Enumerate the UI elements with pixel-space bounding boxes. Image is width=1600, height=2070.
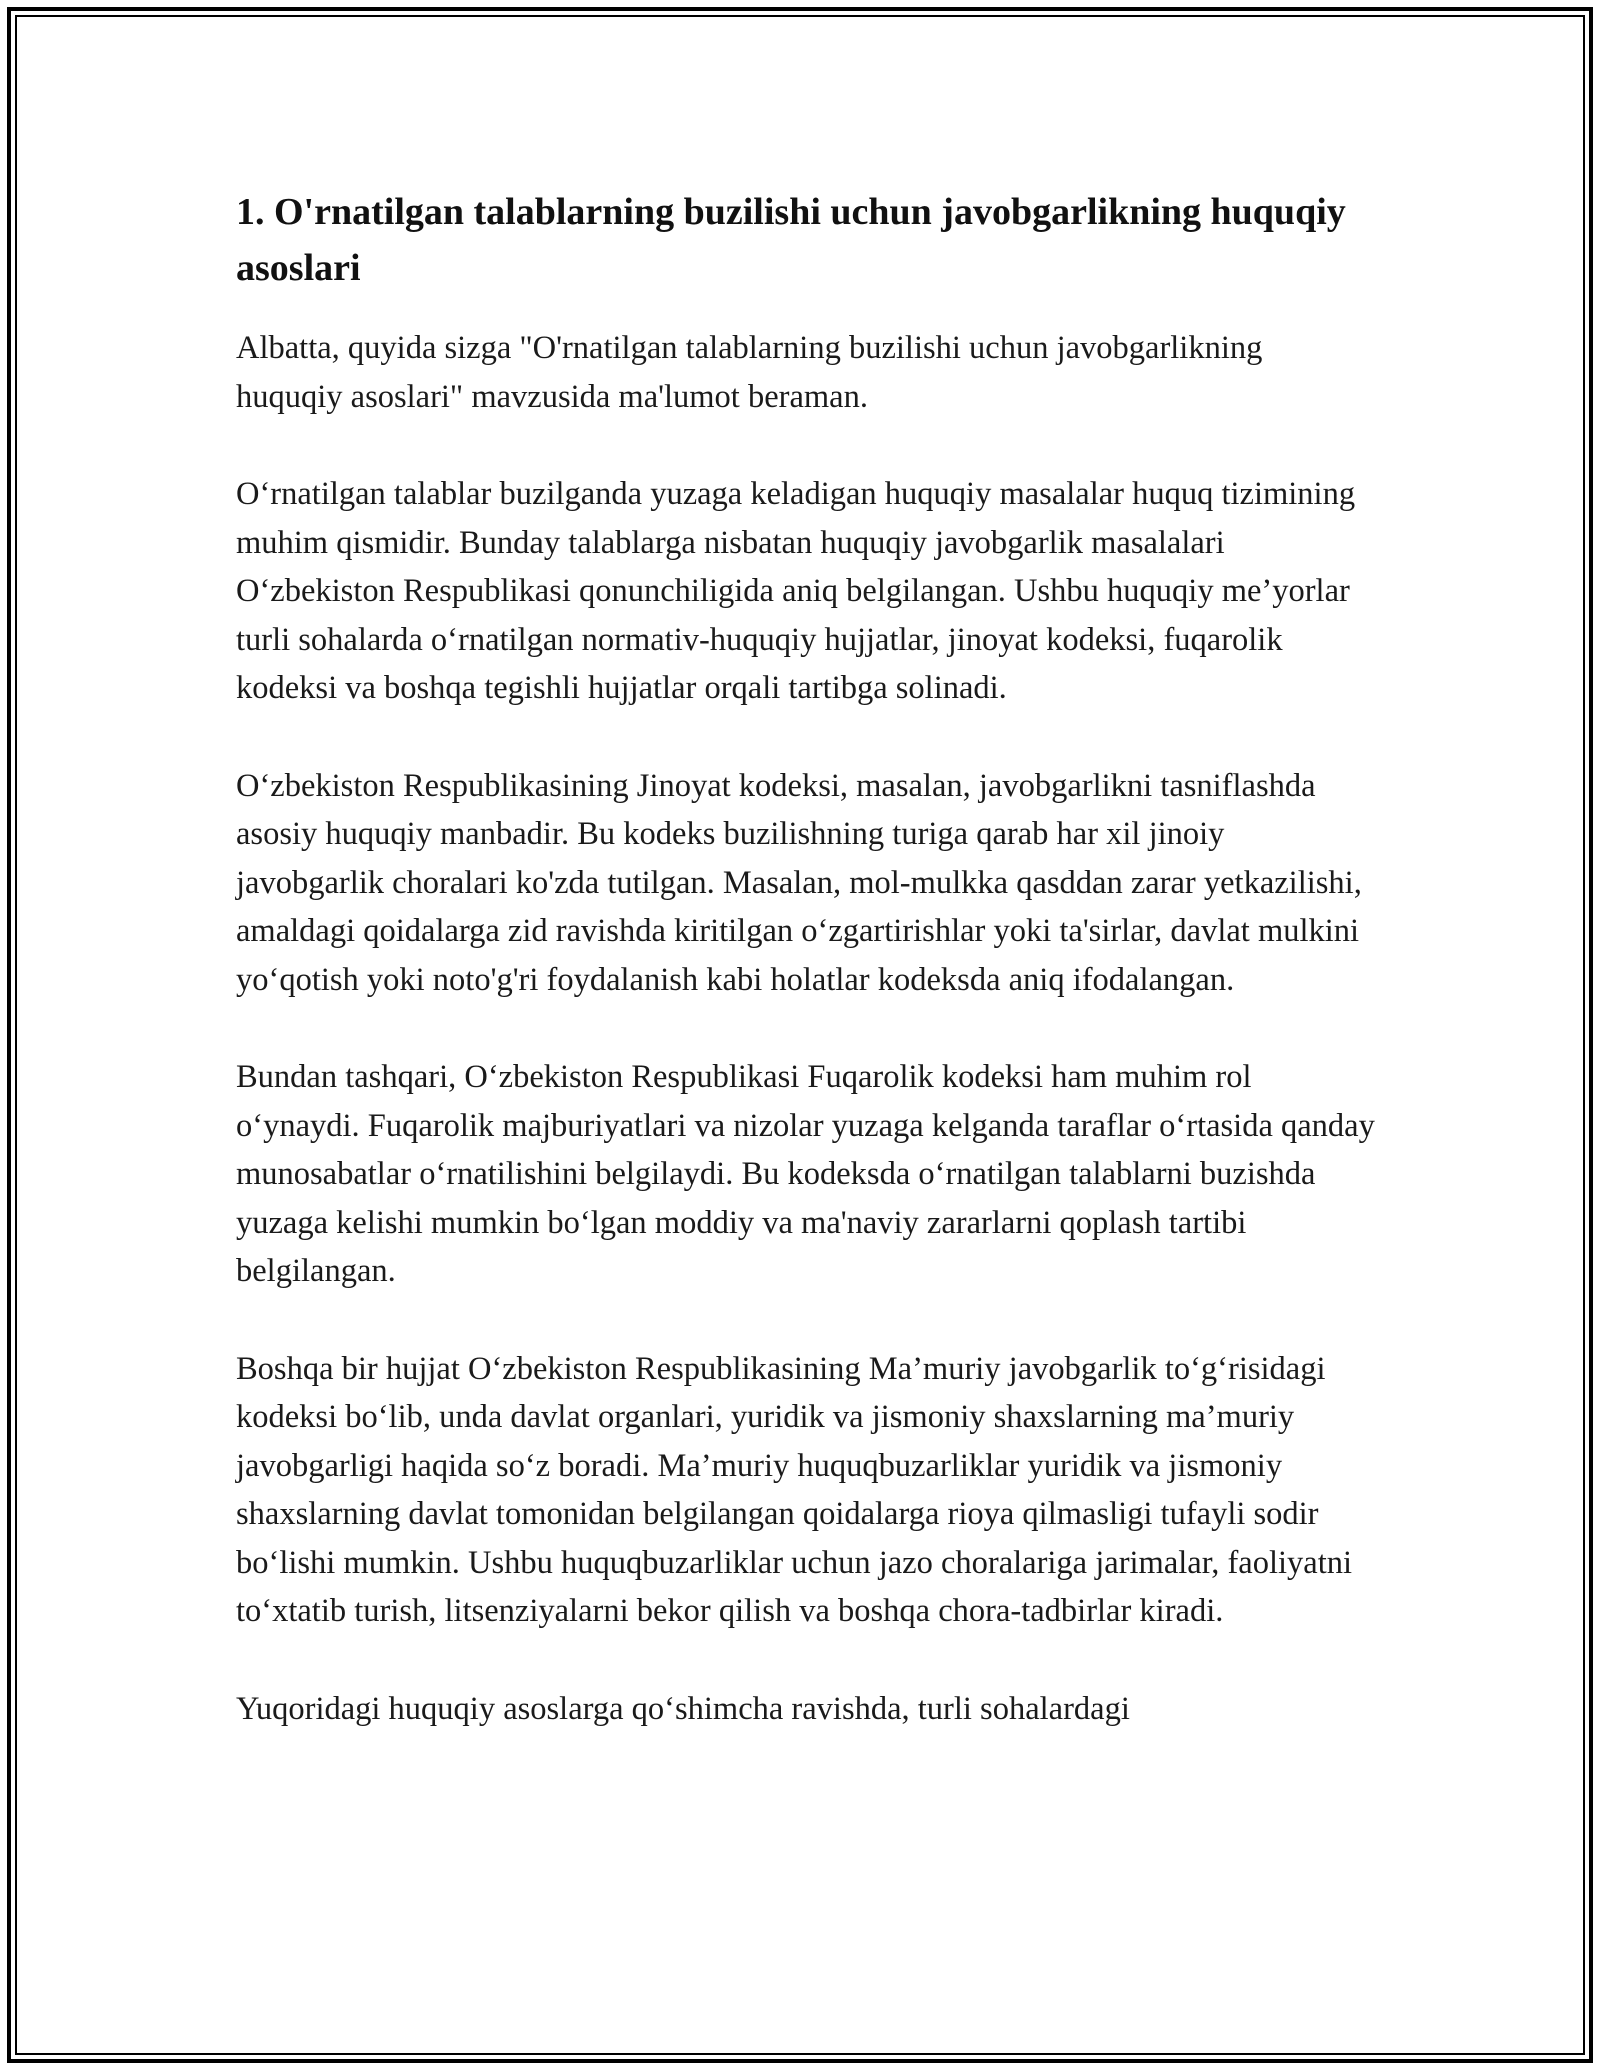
paragraph-civil-code: Bundan tashqari, O‘zbekiston Respublikasi Fuqarolik kodeksi ham muhim rol o‘ynaydi. Fuqarolik majburiyatlari va nizolar yuzaga kelganda taraflar o‘rtasida qanday munosabatlar o‘rnatilishini belgilaydi. Bu kodeksda o‘rnatilgan talablarni buzishda yuzaga kelishi mumkin bo‘lgan moddiy va ma'naviy zararlarni qoplash tartibi belgilangan.	[236, 1059, 1375, 1289]
paragraph-intro: Albatta, quyida sizga "O'rnatilgan talablarning buzilishi uchun javobgarlikning huquqiy asoslari" mavzusida ma'lumot beraman.	[236, 330, 1263, 415]
paragraph-criminal-code: O‘zbekiston Respublikasining Jinoyat kodeksi, masalan, javobgarlikni tasniflashda asosiy huquqiy manbadir. Bu kodeks buzilishning turiga qarab har xil jinoiy javobgarlik choralari ko'zda tutilgan. Masalan, mol-mulkka qasddan zarar yetkazilishi, amaldagi qoidalarga zid ravishda kiritilgan o‘zgartirishlar yoki ta'sirlar, davlat mulkini yo‘qotish yoki noto'g'ri foydalanish kabi holatlar kodeksda aniq ifodalangan.	[236, 767, 1362, 998]
document-title: 1. O'rnatilgan talablarning buzilishi uchun javobgarlikning huquqiy asoslari	[236, 191, 1346, 289]
document-body	[236, 184, 1376, 1733]
paragraph-administrative-code: Boshqa bir hujjat O‘zbekiston Respublikasining Ma’muriy javobgarlik to‘g‘risidagi kodeksi bo‘lib, unda davlat organlari, yuridik va jismoniy shaxslarning ma’muriy javobgarligi haqida so‘z boradi. Ma’muriy huquqbuzarliklar yuridik va jismoniy shaxslarning davlat tomonidan belgilangan qoidalarga rioya qilmasligi tufayli sodir bo‘lishi mumkin. Ushbu huquqbuzarliklar uchun jazo choralariga jarimalar, faoliyatni to‘xtatib turish, litsenziyalarni bekor qilish va boshqa chora-tadbirlar kiradi.	[236, 1350, 1353, 1629]
paragraph-continuation: Yuqoridagi huquqiy asoslarga qo‘shimcha ravishda, turli sohalardagi	[236, 1690, 1130, 1727]
paragraph-legal-framework: O‘rnatilgan talablar buzilganda yuzaga keladigan huquqiy masalalar huquq tizimining muhim qismidir. Bunday talablarga nisbatan huquqiy javobgarlik masalalari O‘zbekiston Respublikasi qonunchiligida aniq belgilangan. Ushbu huquqiy me’yorlar turli sohalarda o‘rnatilgan normativ-huquqiy hujjatlar, jinoyat kodeksi, fuqarolik kodeksi va boshqa tegishli hujjatlar orqali tartibga solinadi.	[236, 476, 1356, 706]
